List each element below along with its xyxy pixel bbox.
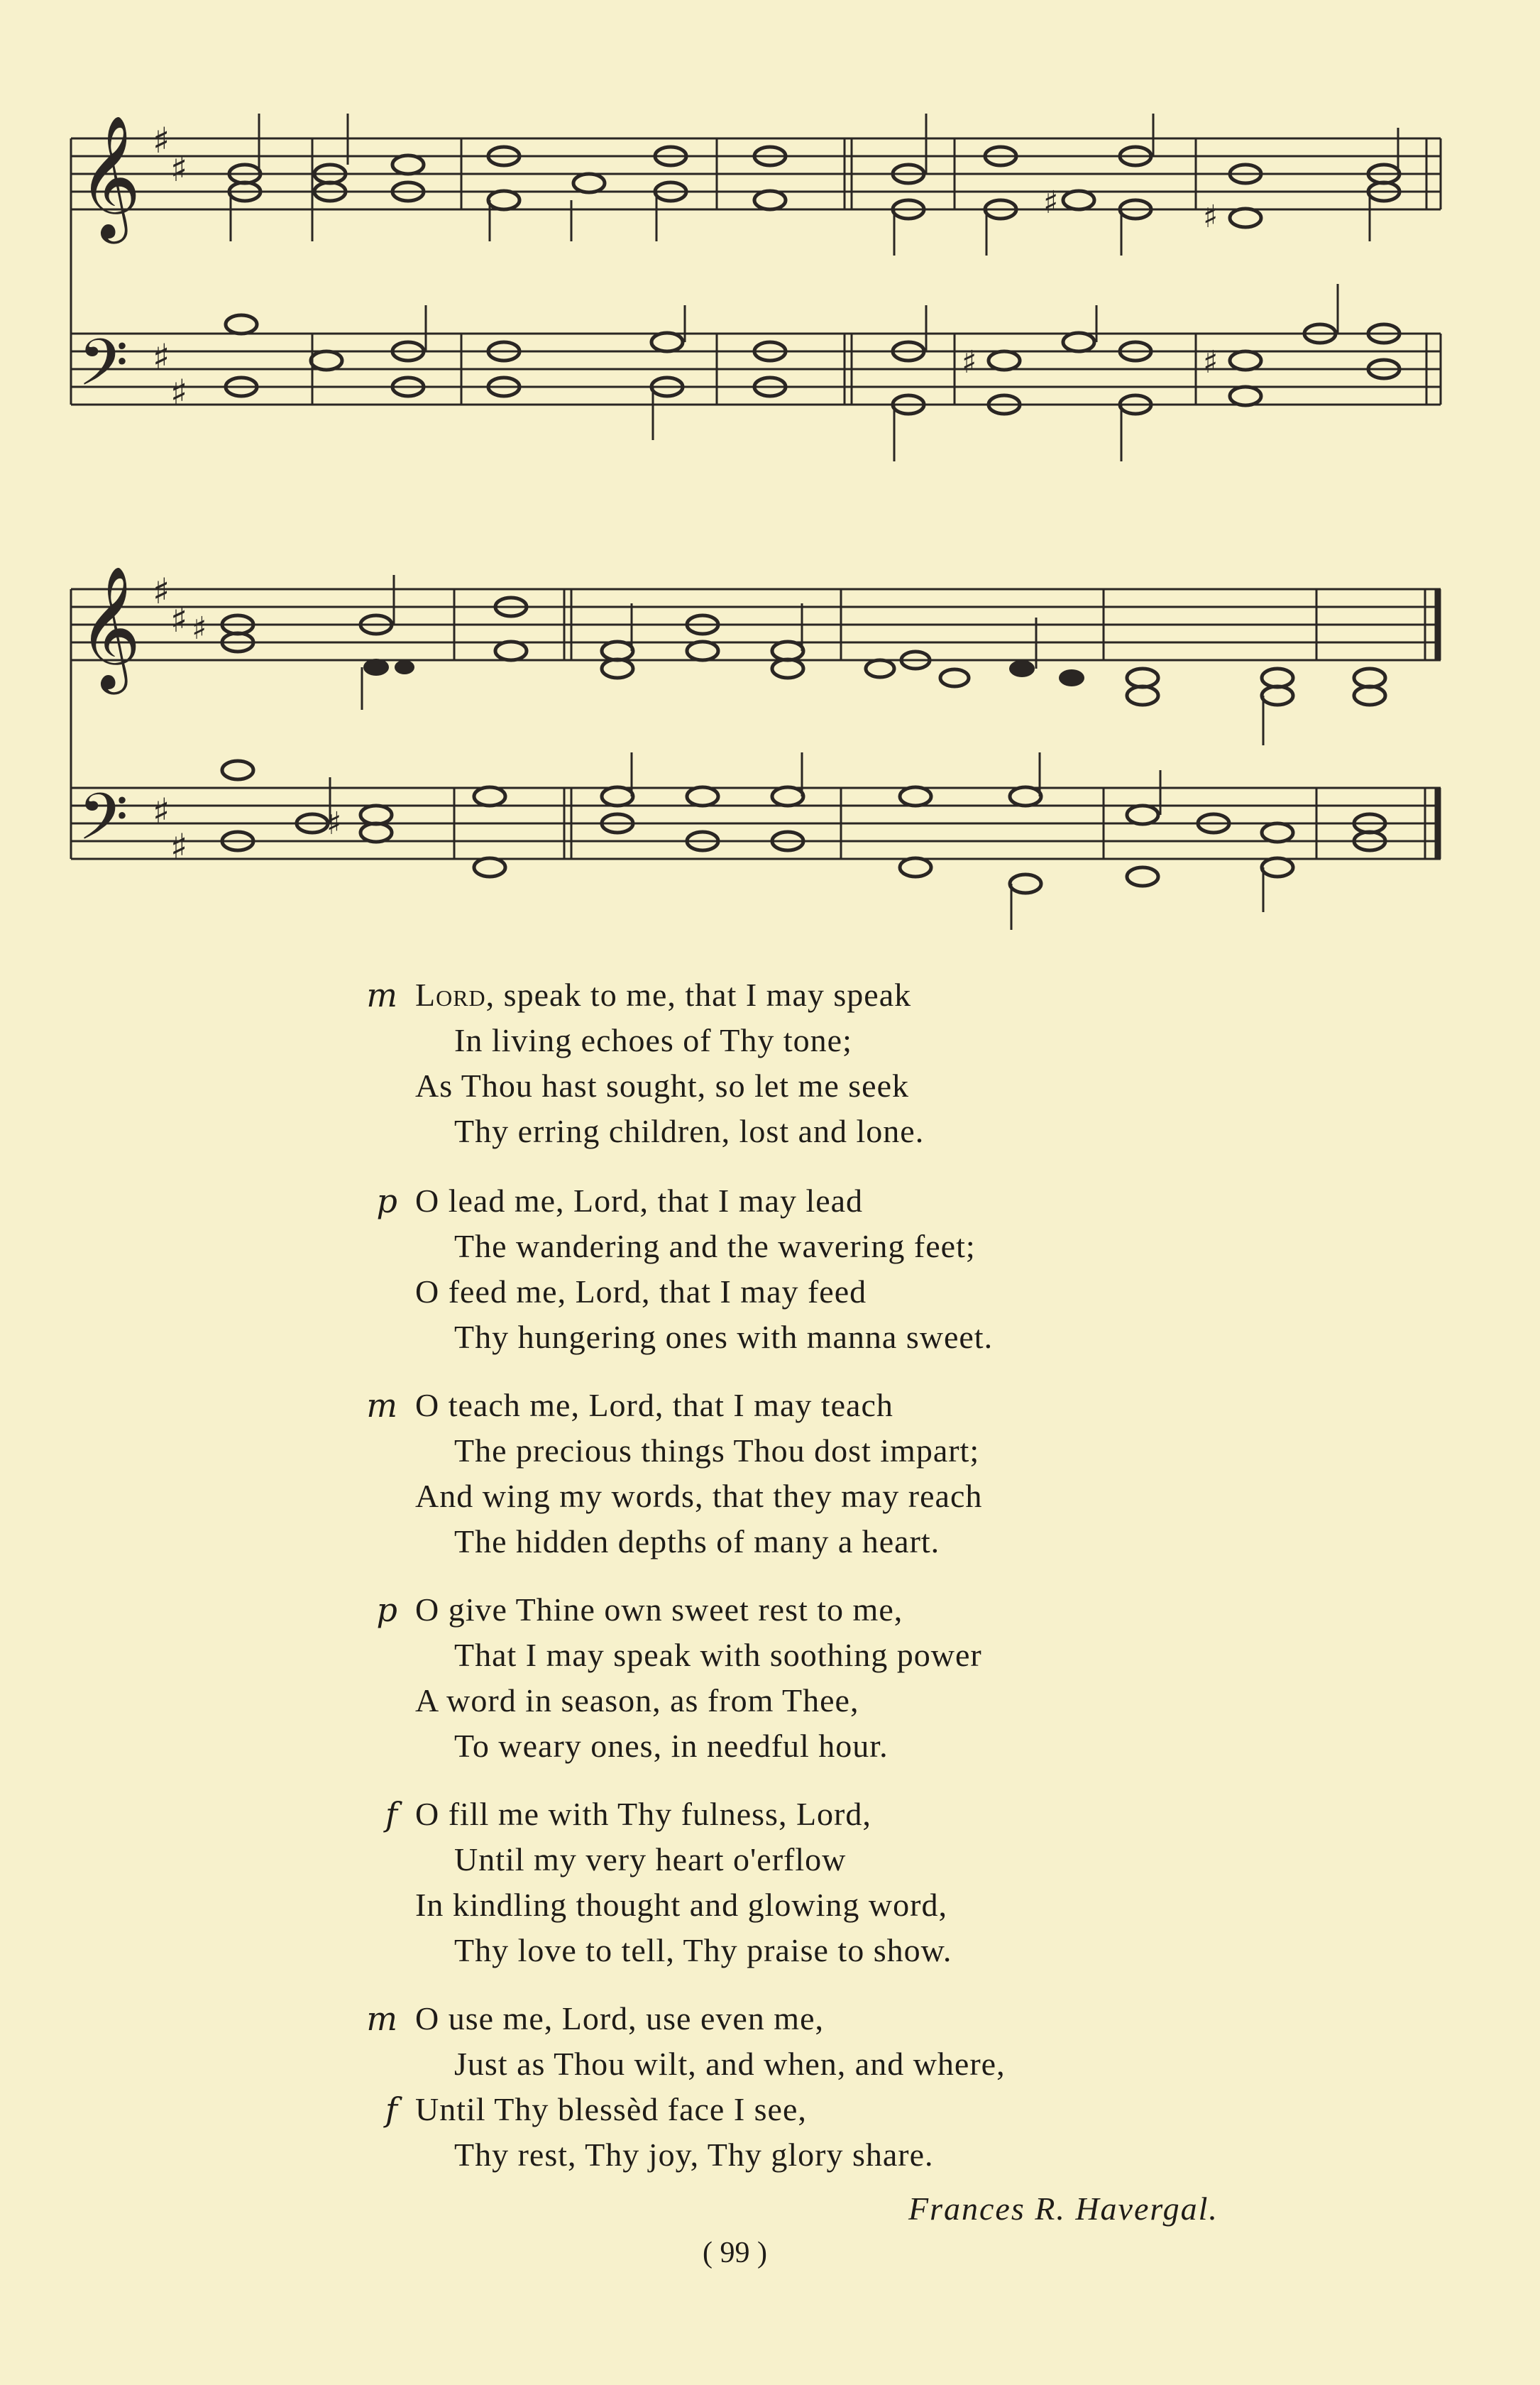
svg-text:♯: ♯ [170, 599, 188, 640]
verse-line: O teach me, Lord, that I may teach [415, 1387, 893, 1423]
verse-line: Thy hungering ones with manna sweet. [454, 1319, 994, 1355]
verse-line: O fill me with Thy fulness, Lord, [415, 1796, 871, 1832]
sharp-icon: ♯ [153, 336, 170, 378]
verse-line: The precious things Thou dost impart; [454, 1432, 980, 1469]
dynamic-mark: f [385, 1795, 397, 1833]
svg-text:♯: ♯ [326, 806, 342, 842]
verse-line: In kindling thought and glowing word, [415, 1887, 947, 1923]
verse-line: O use me, Lord, use even me, [415, 2000, 825, 2036]
verse-line: Just as Thou wilt, and when, and where, [454, 2046, 1006, 2082]
music-score [0, 0, 1540, 937]
verse-line: The wandering and the wavering feet; [454, 1228, 976, 1264]
bass-clef-icon: 𝄢 [78, 779, 128, 870]
small-caps-word: Lord, [415, 977, 495, 1013]
dynamic-mark: f [385, 2090, 397, 2129]
author-attribution: Frances R. Havergal. [908, 2191, 1219, 2227]
verse-line: A word in season, as from Thee, [415, 1682, 859, 1718]
sharp-icon: ♯ [153, 120, 170, 161]
page-number: ( 99 ) [703, 2237, 767, 2269]
verse-line: Until my very heart o'erflow [454, 1841, 847, 1877]
system-1 [71, 114, 1441, 461]
dynamic-mark: p [376, 1182, 397, 1220]
bass-notes-1 [226, 284, 1399, 461]
dynamic-mark: m [366, 2000, 397, 2038]
verse-line: Thy love to tell, Thy praise to show. [454, 1932, 952, 1968]
verse-line: To weary ones, in needful hour. [454, 1728, 889, 1764]
verse-line: As Thou hast sought, so let me seek [415, 1068, 909, 1104]
svg-text:♯: ♯ [1203, 199, 1219, 235]
verse-line: Until Thy blessèd face I see, [415, 2091, 807, 2127]
verse-line: The hidden depths of many a heart. [454, 1523, 940, 1559]
first-line-rest: speak to me, that I may speak [495, 977, 912, 1013]
svg-text:♯: ♯ [1203, 344, 1219, 380]
svg-text:♯: ♯ [170, 826, 188, 867]
dynamic-mark: p [376, 1591, 397, 1629]
system-2 [71, 566, 1441, 930]
verse-line: And wing my words, that they may reach [415, 1478, 983, 1514]
svg-text:♯: ♯ [153, 571, 170, 612]
dynamic-mark: m [366, 1386, 397, 1425]
svg-text:♯: ♯ [192, 610, 207, 647]
treble-clef-icon: 𝄞 [78, 566, 141, 689]
sharp-icon: ♯ [170, 372, 188, 413]
bass-clef-icon: 𝄢 [78, 325, 128, 416]
verse-line: That I may speak with soothing power [454, 1637, 982, 1673]
verse-line: In living echoes of Thy tone; [454, 1022, 852, 1058]
verse-line [415, 972, 911, 1018]
treble-staff-2 [71, 589, 1441, 660]
verse-line: O give Thine own sweet rest to me, [415, 1591, 903, 1628]
sharp-icon: ♯ [170, 148, 188, 190]
verse-line: Thy erring children, lost and lone. [454, 1113, 925, 1149]
treble-notes-1 [229, 114, 1399, 256]
verse-line: O feed me, Lord, that I may feed [415, 1273, 867, 1310]
verse-line: O lead me, Lord, that I may lead [415, 1183, 864, 1219]
svg-text:♯: ♯ [1043, 185, 1059, 221]
treble-clef-icon: 𝄞 [78, 115, 141, 238]
verse-line: Thy rest, Thy joy, Thy glory share. [454, 2137, 934, 2173]
bass-staff-2 [71, 788, 1441, 859]
svg-text:♯: ♯ [962, 344, 977, 380]
dynamic-mark: m [366, 976, 397, 1014]
svg-text:♯: ♯ [153, 791, 170, 832]
